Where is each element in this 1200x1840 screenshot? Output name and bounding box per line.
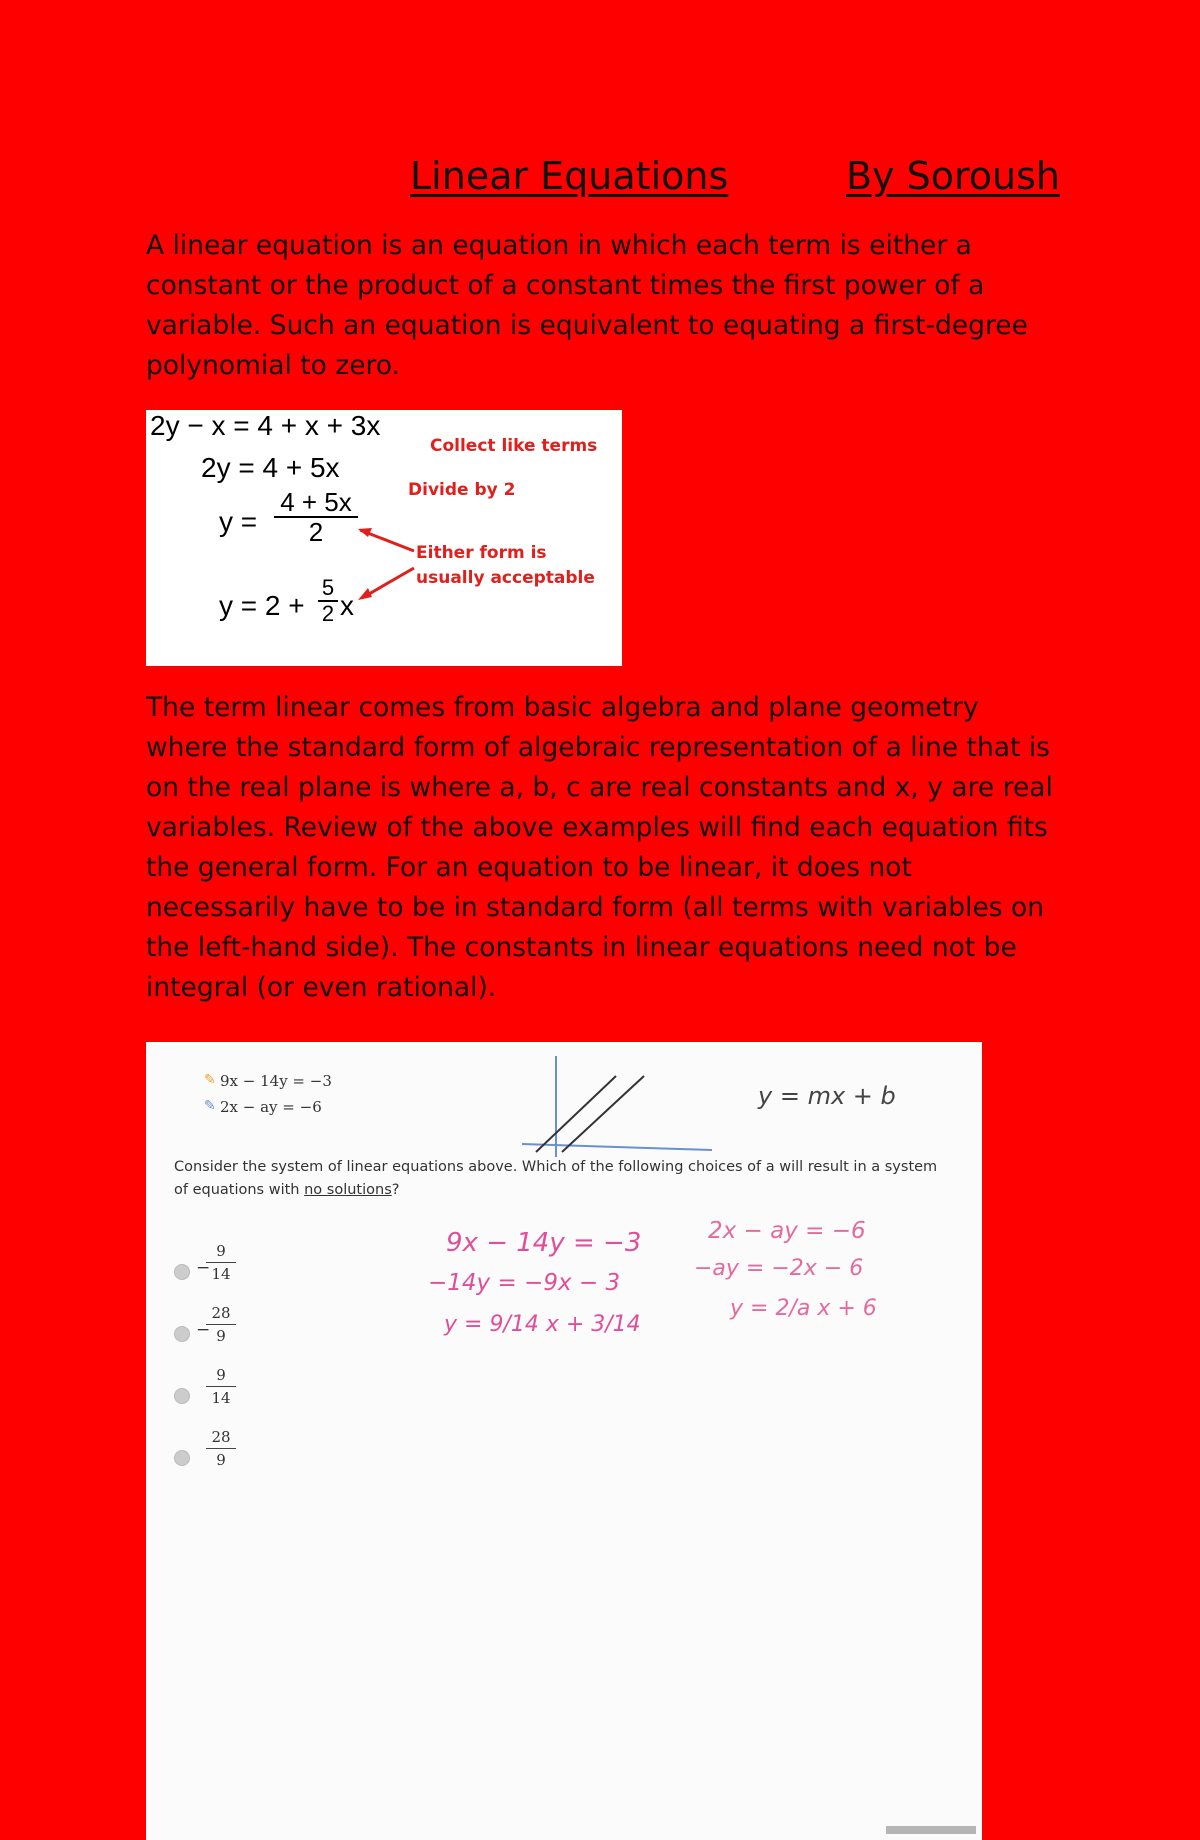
equation-marker-icon: ✎ — [204, 1098, 216, 1114]
note-collect-like-terms: Collect like terms — [430, 436, 598, 456]
handwritten-step-1: 9x − 14y = −3 — [446, 1228, 642, 1258]
annotation-arrows — [146, 410, 622, 666]
handwritten-step-4: 2x − ay = −6 — [708, 1218, 866, 1244]
title-text: Linear Equations — [410, 154, 729, 198]
radio-button[interactable] — [174, 1264, 190, 1280]
radio-button[interactable] — [174, 1326, 190, 1342]
fraction-numerator: 5 — [321, 575, 335, 600]
note-usually-acceptable: usually acceptable — [416, 568, 595, 588]
system-equation-1: 9x − 14y = −3 — [220, 1072, 332, 1090]
radio-button[interactable] — [174, 1450, 190, 1466]
radio-button[interactable] — [174, 1388, 190, 1404]
author-text: By Soroush — [845, 154, 1060, 198]
equation-line-4-lhs: y = 2 + — [219, 590, 305, 621]
equation-line-2: 2y = 4 + 5x — [201, 452, 340, 483]
option-fraction: 28 9 — [206, 1428, 236, 1469]
system-equation-2: 2x − ay = −6 — [220, 1098, 322, 1116]
equation-marker-icon: ✎ — [204, 1072, 216, 1088]
handwritten-step-3: y = 9/14 x + 3/14 — [444, 1312, 641, 1337]
handwritten-step-2: −14y = −9x − 3 — [428, 1270, 621, 1296]
intro-paragraph: A linear equation is an equation in which each term is either a constant or the product of a constant times the first power of a variable. Such an equation is equivalent to equating a first-degree polynomial to zero. — [146, 230, 1028, 381]
handwritten-slope-form: y = mx + b — [758, 1082, 896, 1110]
equation-line-1: 2y − x = 4 + x + 3x — [150, 410, 381, 441]
worked-example-figure — [146, 410, 622, 666]
note-divide-by-2: Divide by 2 — [408, 480, 516, 500]
page-title — [410, 150, 1060, 202]
fraction-denominator: 2 — [308, 517, 324, 547]
handwritten-step-5: −ay = −2x − 6 — [694, 1256, 864, 1281]
equation-line-4-var: x — [340, 590, 354, 621]
option-fraction: 9 14 — [206, 1366, 236, 1407]
option-fraction: 28 9 — [206, 1304, 236, 1345]
note-either-form: Either form is — [416, 543, 547, 563]
watermark — [886, 1826, 976, 1834]
equation-line-3-lhs: y = — [219, 506, 258, 537]
body-paragraph: The term linear comes from basic algebra and plane geometry where the standard form of algebraic representation of a line that is on the real plane is where a, b, c are real constants and x, y are real variables. Review of the above examples will find each equation fits the general form. For an equation to be linear, it does not necessarily have to be in standard form (all terms with variables on the left-hand side). The constants in linear equations need not be integral (or even rational). — [146, 692, 1053, 1003]
practice-problem-figure: ✎ 9x − 14y = −3 ✎ 2x − ay = −6 y = mx + b Consider the system of linear equations above. Which of the following choices of a will result in a system of equations with no solutions? − 9 14 − 28 9 9 14 28 9 9x − 14y = −3 −14y = −9x − 3 y = 9/14 x + 3/14 2x − ay = −6 −ay = −2x − 6 y = 2/a x + 6 — [146, 1042, 982, 1840]
fraction-denominator: 2 — [321, 601, 335, 626]
question-text: Consider the system of linear equations above. Which of the following choices of a will result in a system of equations with no solutions? — [174, 1159, 938, 1198]
parallel-lines-graph-icon — [516, 1052, 716, 1162]
option-fraction: 9 14 — [206, 1242, 236, 1283]
handwritten-step-6: y = 2/a x + 6 — [730, 1296, 877, 1321]
fraction-numerator: 4 + 5x — [280, 487, 352, 517]
